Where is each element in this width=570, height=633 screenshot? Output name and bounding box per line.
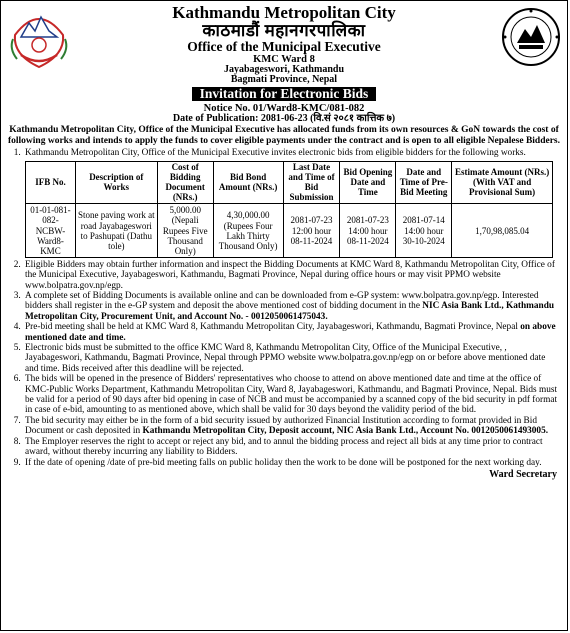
list-item [23,260,561,291]
col-opening: Bid Opening Date and Time [340,161,396,204]
publication-date: Date of Publication: 2081-06-23 (वि.सं २०८१ कात्तिक ७) [172,112,396,124]
cell-bid-bond: 4,30,000.00 (Rupees Four Lakh Thirty Thousand Only) [213,204,283,257]
list-item [23,416,561,437]
item-text: Electronic bids must be submitted to the office KMC Ward 8, Kathmandu Metropolitan City, Office of the Municipal Executive, , Jayabageswori, Kathmandu, Bagmati Province, Nepal through PPMO website www.bolpatra.gov.np/egp on or before above mentioned date and time. Bids received after this deadline will be rejected. [25,343,546,374]
col-last-date: Last Date and Time of Bid Submission [283,161,340,204]
cell-prebid: 2081-07-14 14:00 hour 30-10-2024 [396,204,452,257]
table-row [26,204,553,257]
item-text: If the date of opening /date of pre-bid meeting falls on public holiday then the work to be done will be postponed for the next working day. [25,457,542,468]
cell-cost: 5,000.00 (Nepali Rupees Five Thousand Only) [157,204,213,257]
office-name: Office of the Municipal Executive [187,38,381,54]
list-item [23,322,561,343]
col-estimate: Estimate Amount (NRs.) (With VAT and Provisional Sum) [452,161,553,204]
list-item [23,374,561,416]
kmc-logo-icon [501,7,561,67]
list-item [23,343,561,374]
list-item [23,291,561,322]
header [7,4,561,124]
col-ifb: IFB No. [26,161,76,204]
item-text: The bid security may either be in the form of a bid security issued by authorized Financial Institution according to format provided in Bid Document or cash deposited in [25,415,537,437]
list-item [23,437,561,458]
item-text: Kathmandu Metropolitan City, Office of the Municipal Executive invites electronic bids from eligible bidders for the following works. [25,148,526,159]
list-item [23,458,561,468]
city-name-devanagari: काठमाडौं महानगरपालिका [202,20,366,40]
address-line-1: Jayabageswori, Kathmandu [223,63,344,75]
item-text: The Employer reserves the right to accept or reject any bid, and to annul the bidding process and reject all bids at any time prior to contract award, without thereby incurring any liability to Bidders. [25,436,543,458]
table-header-row [26,161,553,204]
city-name: Kathmandu Metropolitan City [172,3,396,22]
signature: Ward Secretary [489,468,557,480]
nepal-government-emblem-icon [7,5,71,71]
cell-opening: 2081-07-23 14:00 hour 08-11-2024 [340,204,396,257]
notice-title: Invitation for Electronic Bids [192,87,377,101]
cell-description: Stone paving work at road Jayabageswori to Pashupati (Dathu tole) [75,204,157,257]
cell-ifb: 01-01-081-082-NCBW-Ward8-KMC [26,204,76,257]
intro-paragraph: Kathmandu Metropolitan City, Office of the Municipal Executive has allocated funds from its own resources & GoN towards the cost of following works and intends to apply the funds to cover eligible payments under the contract and is open to all eligible Nepalese Bidders. [7,125,560,146]
item-text: Pre-bid meeting shall be held at KMC Ward 8, Kathmandu Metropolitan City, Jayabageswori, Kathmandu, Bagmati Province, Nepal [25,322,521,333]
notice-items [7,148,561,467]
col-description: Description of Works [75,161,157,204]
works-table [25,161,553,258]
item-text: A complete set of Bidding Documents is available online and can be downloaded from e-GP system: www.bolpatra.gov.np/egp. Interested bidders shall register in the e-GP system and deposit the above mentioned cost of bidding document in the [25,291,539,312]
col-bid-bond: Bid Bond Amount (NRs.) [213,161,283,204]
item-text: Eligible Bidders may obtain further information and inspect the Bidding Documents at KMC Ward 8, Kathmandu Metropolitan City, Office of the Municipal Executive, Jayabageswori, Kathmandu, Bagmati Province, Nepal during office hours or may visit PPMO website www.bolpatra.gov.np/egp. [25,259,555,291]
item-text-bold: Kathmandu Metropolitan City, Deposit account, NIC Asia Bank Ltd., Account No. 0012050061493005. [142,426,549,437]
item-text: The bids will be opened in the presence of Bidders' representatives who choose to attend on above mentioned date and time at the office of KMC-Public Works Department, Kathmandu Metropolitan City, Ward 8, Jayabageswori, Kathmandu, and Bagmati Province, Nepal. Bids must be valid for a period of 90 days after bid opening in case of NCB and must be accompanied by a scanned copy of the bid security in pdf format in case of e-bid, amounting to as mentioned above, which shall be valid for 30 days beyond the validity period of the bid. [25,374,558,416]
ward-name: KMC Ward 8 [253,53,315,65]
col-cost: Cost of Bidding Document (NRs.) [157,161,213,204]
col-prebid: Date and Time of Pre-Bid Meeting [396,161,452,204]
item-text-bold: on above mentioned date and time. [25,322,556,343]
item-text-bold: NIC Asia Bank Ltd., Kathmandu Metropolitan City, Procurement Unit, and Account No. - 0012050061475043. [25,301,555,322]
cell-last-date: 2081-07-23 12:00 hour 08-11-2024 [283,204,340,257]
notice-number: Notice No. 01/Ward8-KMC/081-082 [203,102,365,114]
address-line-2: Bagmati Province, Nepal [230,74,338,86]
list-item [23,148,561,257]
cell-estimate: 1,70,98,085.04 [452,204,553,257]
